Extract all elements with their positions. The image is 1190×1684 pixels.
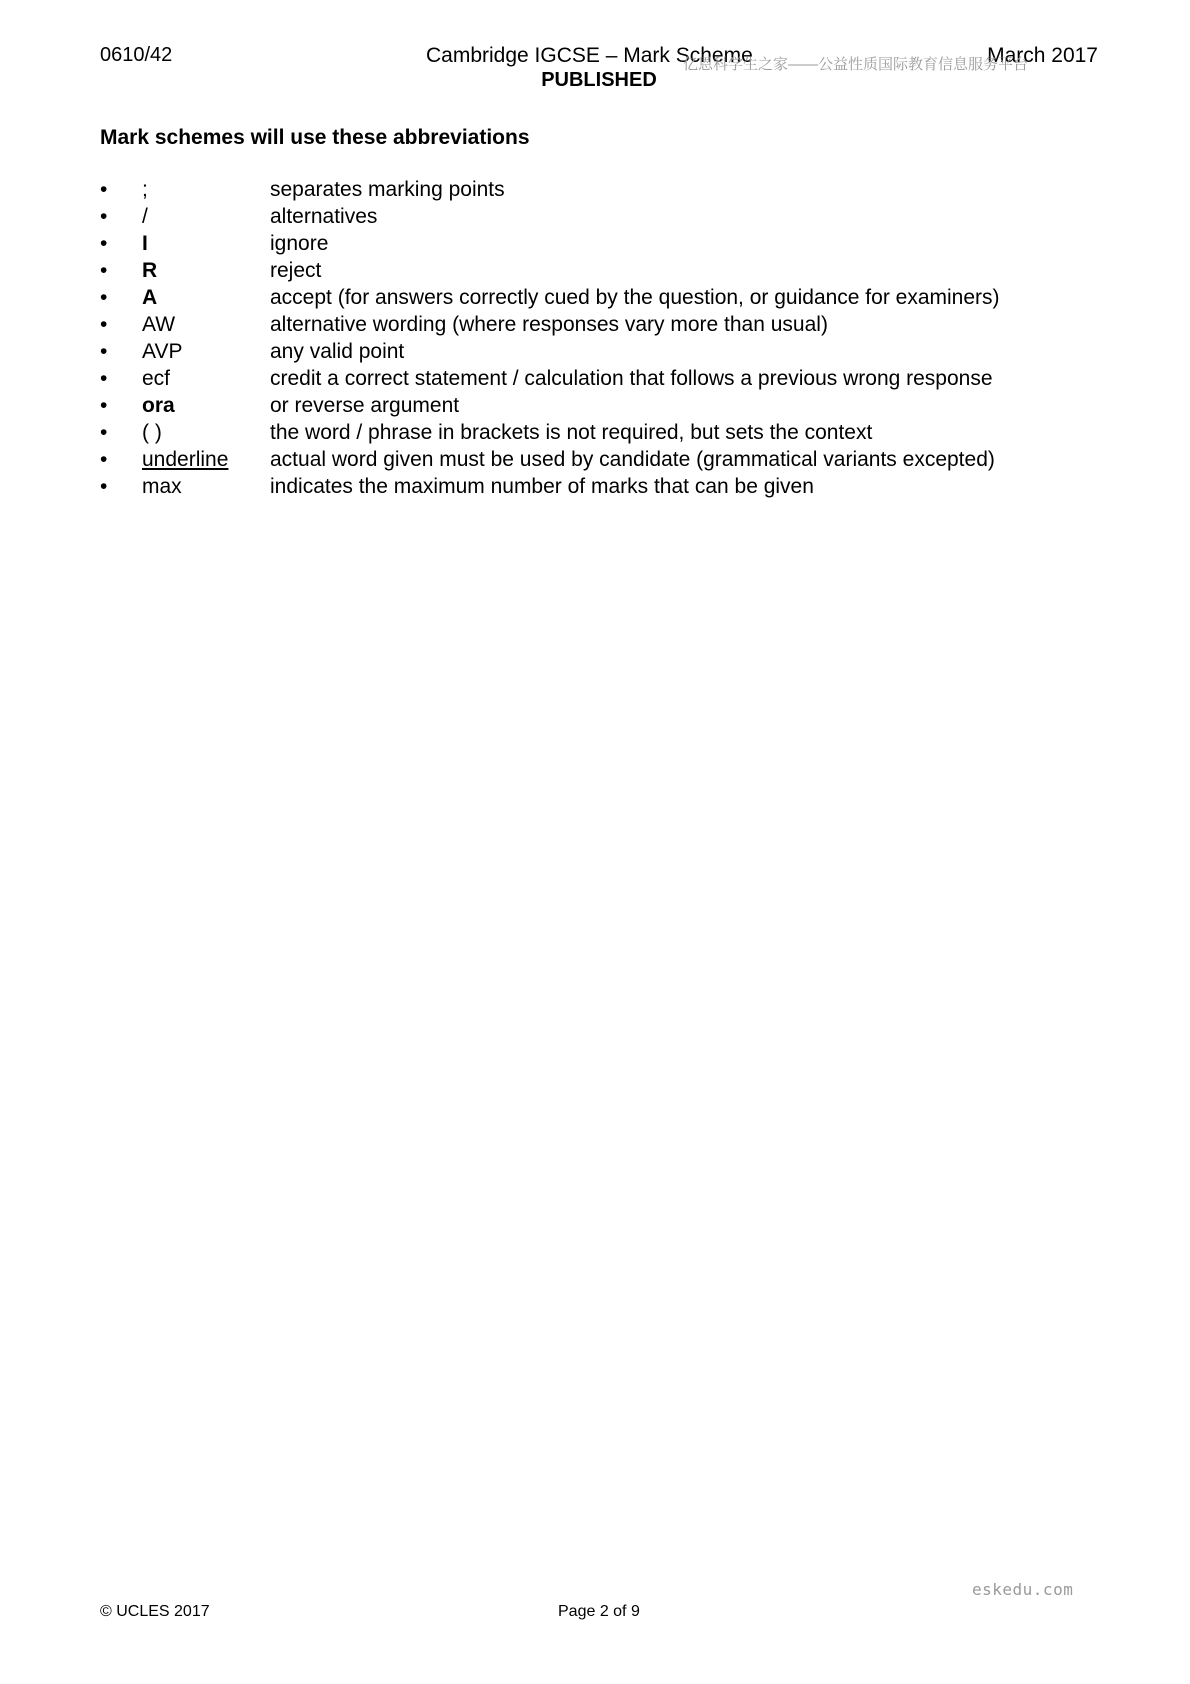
abbreviation-row <box>100 176 1090 203</box>
abbreviation-definition: alternatives <box>270 205 378 228</box>
bullet-point: • <box>100 232 108 255</box>
bullet-point: • <box>100 286 108 309</box>
abbreviation-row <box>100 446 1090 473</box>
abbreviation-term: A <box>142 286 158 309</box>
abbreviation-definition: actual word given must be used by candidate (grammatical variants excepted) <box>270 448 995 471</box>
abbreviation-row <box>100 257 1090 284</box>
abbreviation-row <box>100 473 1090 500</box>
abbreviation-term: ecf <box>142 367 171 390</box>
bullet-point: • <box>100 448 108 471</box>
abbreviation-row <box>100 203 1090 230</box>
abbreviation-term: / <box>142 205 148 228</box>
abbreviations-heading: Mark schemes will use these abbreviations <box>100 126 530 149</box>
bullet-point: • <box>100 178 108 201</box>
abbreviation-row <box>100 419 1090 446</box>
abbreviation-definition: separates marking points <box>270 178 505 201</box>
document-title: Cambridge IGCSE – Mark Scheme <box>426 44 753 67</box>
abbreviation-definition: indicates the maximum number of marks that can be given <box>270 475 814 498</box>
abbreviation-definition: reject <box>270 259 322 282</box>
abbreviation-definition: accept (for answers correctly cued by the question, or guidance for examiners) <box>270 286 1000 309</box>
abbreviation-term: ; <box>142 178 148 201</box>
abbreviation-term: ora <box>142 394 175 417</box>
bullet-point: • <box>100 259 108 282</box>
abbreviation-term: I <box>142 232 148 255</box>
abbreviation-definition: credit a correct statement / calculation that follows a previous wrong response <box>270 367 993 390</box>
abbreviation-term: max <box>142 475 182 498</box>
abbreviation-definition: or reverse argument <box>270 394 460 417</box>
abbreviation-definition: alternative wording (where responses vary more than usual) <box>270 313 828 336</box>
bullet-point: • <box>100 475 108 498</box>
bullet-point: • <box>100 340 108 363</box>
abbreviation-row <box>100 392 1090 419</box>
abbreviations-list <box>100 176 1090 500</box>
site-watermark: eskedu.com <box>972 1580 1074 1599</box>
abbreviation-row <box>100 311 1090 338</box>
abbreviation-row <box>100 284 1090 311</box>
abbreviation-row <box>100 338 1090 365</box>
abbreviation-term: underline <box>142 448 229 471</box>
watermark-text: 亿恩科学生之家——公益性质国际教育信息服务平台 <box>683 56 1029 73</box>
bullet-point: • <box>100 205 108 228</box>
abbreviation-term: R <box>142 259 158 282</box>
abbreviation-term: AW <box>142 313 176 336</box>
bullet-point: • <box>100 367 108 390</box>
copyright-notice: © UCLES 2017 <box>100 1603 210 1620</box>
bullet-point: • <box>100 313 108 336</box>
abbreviation-term: ( ) <box>142 421 162 444</box>
abbreviation-row <box>100 365 1090 392</box>
abbreviation-term: AVP <box>142 340 183 363</box>
published-label: PUBLISHED <box>541 69 657 91</box>
bullet-point: • <box>100 421 108 444</box>
abbreviation-row <box>100 230 1090 257</box>
bullet-point: • <box>100 394 108 417</box>
syllabus-code: 0610/42 <box>100 44 173 66</box>
page-number: Page 2 of 9 <box>558 1603 640 1620</box>
exam-session-date: March 2017 <box>987 44 1098 67</box>
abbreviation-definition: the word / phrase in brackets is not required, but sets the context <box>270 421 873 444</box>
abbreviation-definition: ignore <box>270 232 329 255</box>
abbreviation-definition: any valid point <box>270 340 405 363</box>
